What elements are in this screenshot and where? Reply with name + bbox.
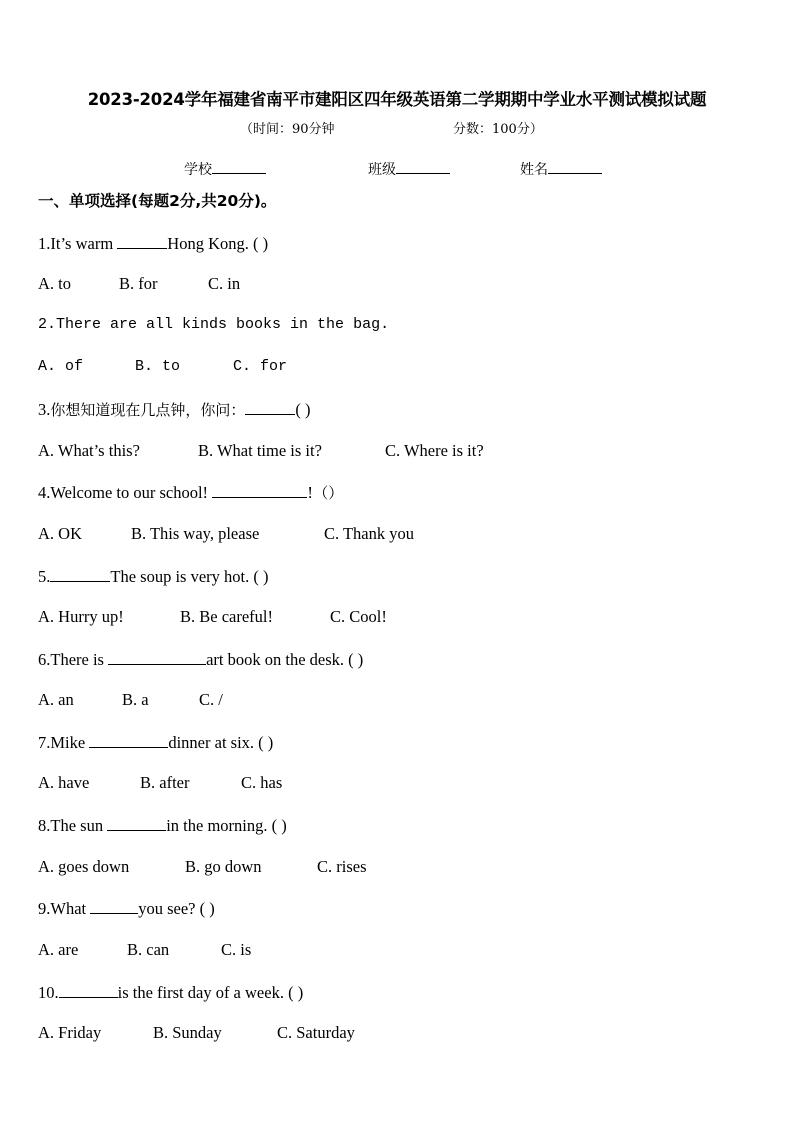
answer-blank[interactable] (245, 399, 295, 415)
options-10 (38, 1023, 355, 1043)
question-number: 6. (38, 650, 51, 669)
question-text: art book on the desk. ( ) (206, 650, 364, 669)
question-text: 你想知道现在几点钟，你问： (50, 401, 246, 419)
option-c[interactable]: C. Cool! (330, 607, 387, 626)
option-c[interactable]: C. Where is it? (385, 441, 484, 460)
question-1 (38, 233, 268, 254)
option-a[interactable]: A. an (38, 690, 74, 709)
answer-blank[interactable] (89, 732, 168, 748)
option-c[interactable]: C. is (221, 940, 252, 959)
question-number: 4. (38, 483, 51, 502)
class-blank[interactable] (396, 159, 450, 174)
option-a[interactable]: A. What’s this? (38, 441, 140, 460)
option-b[interactable]: B. after (140, 773, 190, 792)
question-number: 7. (38, 733, 51, 752)
question-text: in the morning. ( ) (166, 816, 287, 835)
option-c[interactable]: C. / (199, 690, 223, 709)
question-text: It’s warm (50, 234, 118, 253)
question-number: 10. (38, 983, 59, 1002)
question-text: you see? ( ) (138, 899, 215, 918)
question-text: Mike (50, 733, 90, 752)
question-text: dinner at six. ( ) (168, 733, 274, 752)
name-label: 姓名 (520, 162, 548, 178)
question-10 (38, 982, 303, 1003)
option-a[interactable]: A. are (38, 940, 79, 959)
option-b[interactable]: B. a (122, 690, 149, 709)
question-text: ( ) (295, 400, 311, 419)
question-text: Welcome to our school! (50, 483, 213, 502)
question-2 (38, 316, 389, 333)
option-b[interactable]: B. Sunday (153, 1023, 222, 1042)
option-b[interactable]: B. go down (185, 857, 262, 876)
option-a[interactable]: A. of (38, 358, 84, 375)
answer-blank[interactable] (108, 649, 206, 665)
option-c[interactable]: C. rises (317, 857, 367, 876)
option-a[interactable]: A. to (38, 274, 71, 293)
option-b[interactable]: B. This way, please (131, 524, 260, 543)
option-c[interactable]: C. Saturday (277, 1023, 355, 1042)
question-text: There is (50, 650, 109, 669)
exam-time: （时间：90分钟 (240, 122, 335, 137)
question-5 (38, 566, 268, 587)
question-text: What (50, 899, 91, 918)
option-b[interactable]: B. What time is it? (198, 441, 322, 460)
option-b[interactable]: B. Be careful! (180, 607, 273, 626)
page-title: 2023-2024学年福建省南平市建阳区四年级英语第二学期期中学业水平测试模拟试题 (87, 90, 707, 109)
school-label: 学校 (184, 162, 212, 178)
section-heading: 一、单项选择(每题2分,共20分)。 (38, 192, 277, 210)
option-c[interactable]: C. Thank you (324, 524, 414, 543)
option-a[interactable]: A. goes down (38, 857, 130, 876)
question-number: 9. (38, 899, 51, 918)
answer-blank[interactable] (212, 482, 307, 498)
options-4 (38, 524, 414, 544)
option-c[interactable]: C. for (233, 358, 288, 375)
question-7 (38, 732, 273, 753)
school-field (184, 159, 266, 179)
question-text: There are all kinds books in the bag. (56, 316, 390, 333)
options-9 (38, 940, 251, 960)
option-c[interactable]: C. has (241, 773, 283, 792)
answer-blank[interactable] (59, 982, 118, 998)
question-4 (38, 482, 343, 503)
options-1 (38, 274, 240, 294)
option-b[interactable]: B. can (127, 940, 170, 959)
answer-blank[interactable] (107, 815, 166, 831)
question-3 (38, 399, 311, 420)
option-c[interactable]: C. in (208, 274, 241, 293)
options-6 (38, 690, 223, 710)
question-number: 5. (38, 567, 51, 586)
options-3 (38, 441, 484, 461)
school-blank[interactable] (212, 159, 266, 174)
answer-blank[interactable] (50, 566, 110, 582)
name-field (520, 159, 602, 179)
question-text: !（） (307, 484, 344, 502)
question-number: 8. (38, 816, 51, 835)
options-7 (38, 773, 282, 793)
option-b[interactable]: B. for (119, 274, 158, 293)
class-field (368, 159, 450, 179)
option-a[interactable]: A. Hurry up! (38, 607, 124, 626)
answer-blank[interactable] (117, 233, 167, 249)
question-text: The soup is very hot. ( ) (110, 567, 269, 586)
answer-blank[interactable] (90, 898, 138, 914)
question-9 (38, 898, 215, 919)
question-8 (38, 815, 287, 836)
question-text: The sun (50, 816, 108, 835)
option-a[interactable]: A. Friday (38, 1023, 102, 1042)
question-text: is the first day of a week. ( ) (117, 983, 304, 1002)
question-number: 3. (38, 400, 51, 419)
options-2 (38, 358, 287, 375)
question-6 (38, 649, 363, 670)
question-number: 1. (38, 234, 51, 253)
option-a[interactable]: A. OK (38, 524, 82, 543)
question-number: 2. (38, 316, 57, 333)
option-a[interactable]: A. have (38, 773, 90, 792)
options-8 (38, 857, 367, 877)
name-blank[interactable] (548, 159, 602, 174)
exam-score: 分数：100分） (453, 122, 543, 137)
options-5 (38, 607, 387, 627)
option-b[interactable]: B. to (135, 358, 181, 375)
class-label: 班级 (368, 162, 396, 178)
question-text: Hong Kong. ( ) (167, 234, 269, 253)
